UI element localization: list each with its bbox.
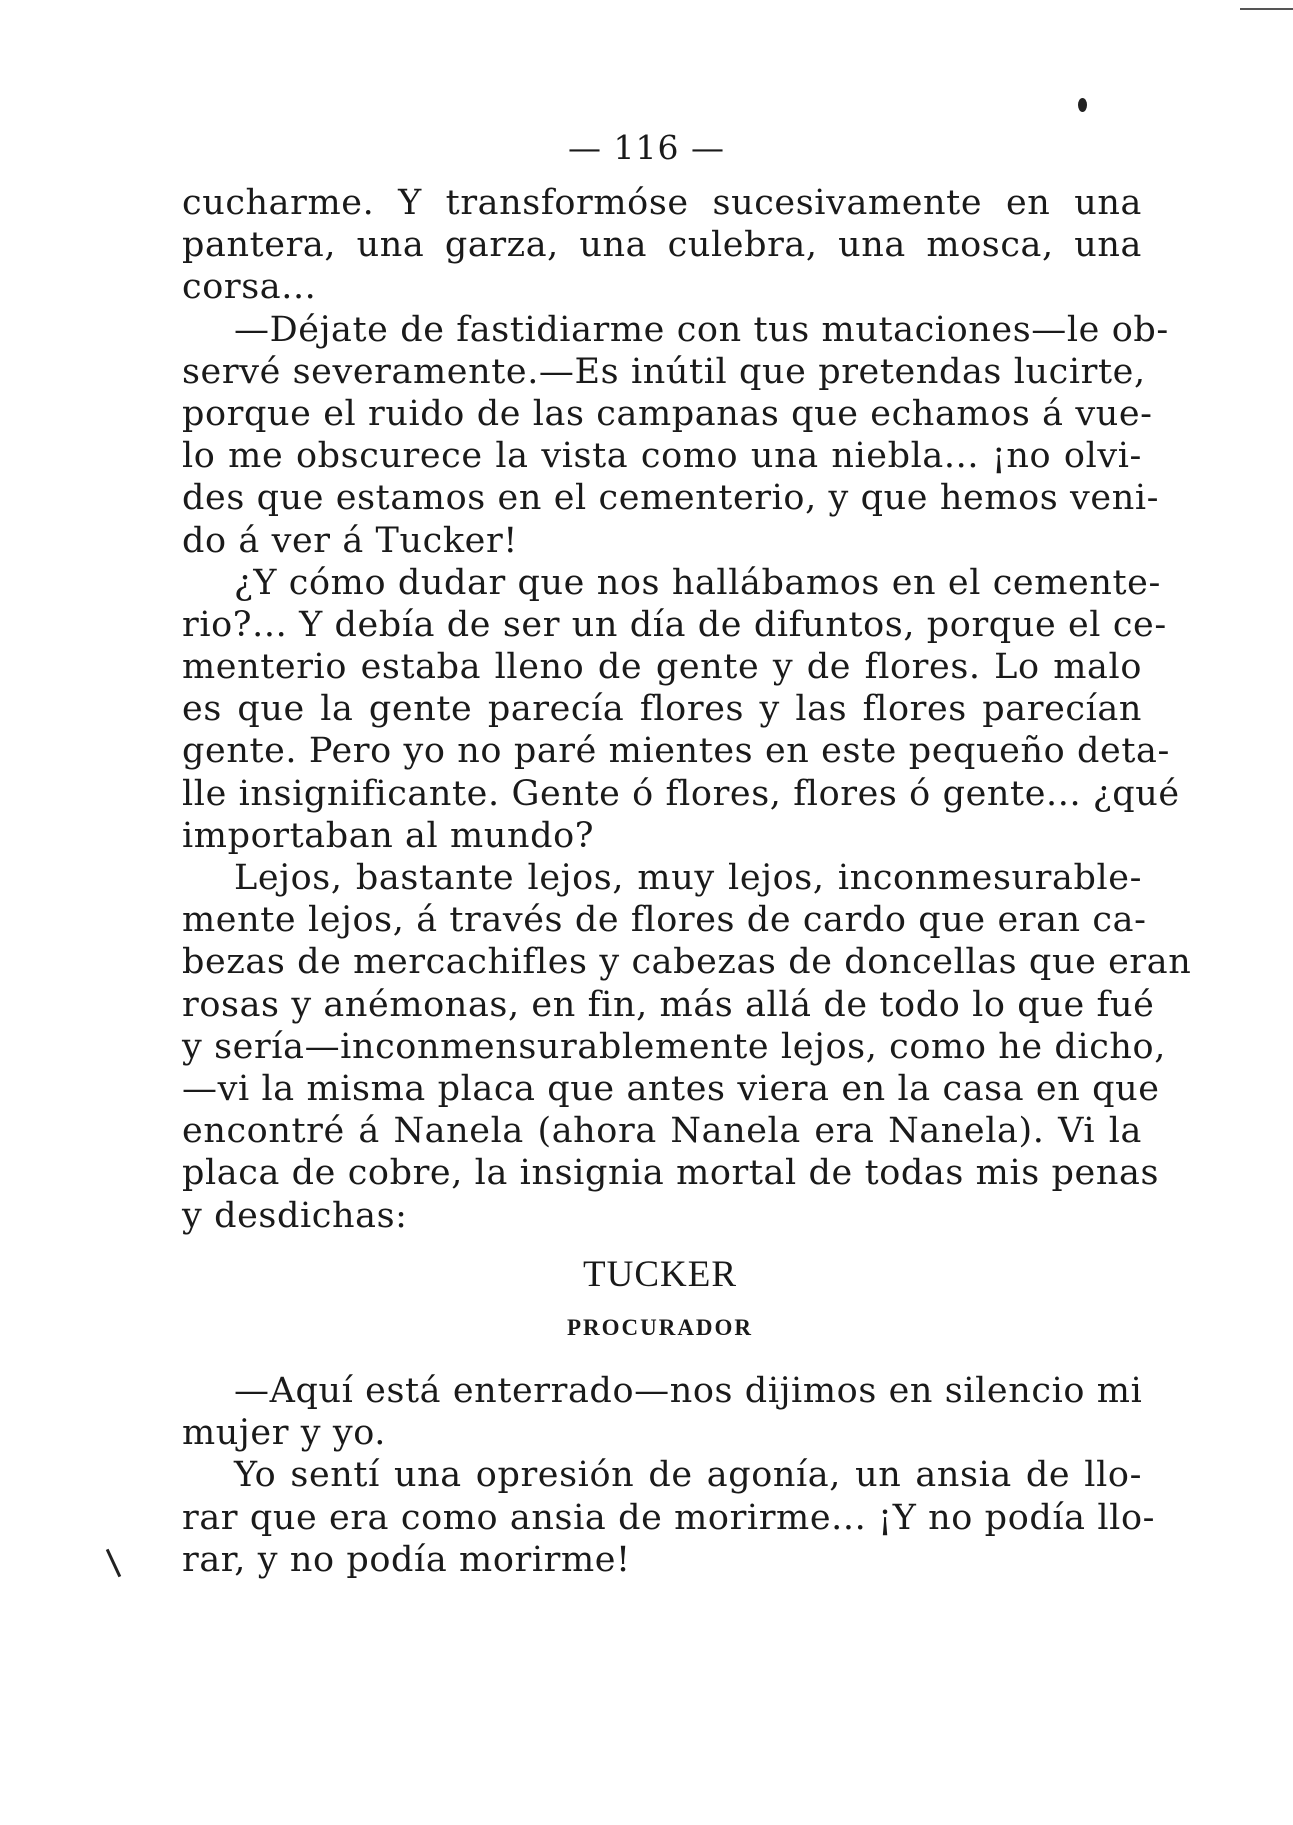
text-line: —vi la misma placa que antes viera en la casa en que bbox=[182, 1068, 1160, 1109]
text-line: rio?... Y debía de ser un día de difuntos, porque el ce- bbox=[182, 604, 1167, 645]
text-line: y desdichas: bbox=[182, 1195, 408, 1236]
paragraph bbox=[182, 1370, 1142, 1454]
text-line: des que estamos en el cementerio, y que hemos veni- bbox=[182, 478, 1160, 519]
scan-edge-mark bbox=[1240, 8, 1293, 10]
text-line: lo me obscurece la vista como una niebla... ¡no olvi- bbox=[182, 436, 1142, 477]
body-text-upper bbox=[182, 182, 1192, 1237]
text-line: —Aquí está enterrado—nos dijimos en silencio mi bbox=[234, 1371, 1143, 1411]
text-line: rar que era como ansia de morirme... ¡Y no podía llo- bbox=[182, 1497, 1156, 1538]
sign-title: TUCKER bbox=[583, 1254, 737, 1295]
text-line: bezas de mercachifles y cabezas de doncellas que eran bbox=[182, 942, 1192, 983]
sign-subtitle: PROCURADOR bbox=[566, 1315, 754, 1340]
text-line: y sería—inconmensurablemente lejos, como he dicho, bbox=[182, 1026, 1166, 1067]
text-line: ¿Y cómo dudar que nos hallábamos en el cemente- bbox=[234, 562, 1161, 603]
text-line: gente. Pero yo no paré mientes en este pequeño deta- bbox=[182, 731, 1170, 772]
text-line: mujer y yo. bbox=[182, 1413, 387, 1454]
paragraph bbox=[182, 182, 1142, 309]
text-line: porque el ruido de las campanas que echamos á vue- bbox=[182, 393, 1153, 434]
body-text-lower bbox=[182, 1370, 1156, 1581]
ink-speck bbox=[106, 1549, 121, 1577]
text-line: Lejos, bastante lejos, muy lejos, inconmesurable- bbox=[234, 858, 1142, 898]
text-line: do á ver á Tucker! bbox=[182, 520, 518, 561]
page-number: — 116 — bbox=[568, 128, 725, 167]
paragraph bbox=[182, 562, 1180, 857]
text-line: —Déjate de fastidiarme con tus mutaciones—le ob- bbox=[234, 309, 1169, 350]
paragraph bbox=[182, 1454, 1156, 1581]
text-line: rar, y no podía morirme! bbox=[182, 1539, 631, 1580]
text-line: rosas y anémonas, en fin, más allá de todo lo que fué bbox=[182, 984, 1155, 1025]
ink-speck bbox=[1078, 98, 1087, 112]
paragraph bbox=[182, 857, 1192, 1237]
paragraph bbox=[182, 309, 1169, 562]
text-line: importaban al mundo? bbox=[182, 815, 595, 856]
text-line: mente lejos, á través de flores de cardo que eran ca- bbox=[182, 900, 1147, 941]
text-line: es que la gente parecía flores y las flores parecían bbox=[182, 689, 1142, 730]
text-line: encontré á Nanela (ahora Nanela era Nanela). Vi la bbox=[182, 1111, 1142, 1152]
text-line: pantera, una garza, una culebra, una mosca, una bbox=[182, 225, 1142, 266]
text-line: cucharme. Y transformóse sucesivamente en una bbox=[182, 183, 1142, 223]
text-line: menterio estaba lleno de gente y de flores. Lo malo bbox=[182, 647, 1142, 688]
text-line: Yo sentí una opresión de agonía, un ansia de llo- bbox=[234, 1455, 1142, 1496]
text-line: lle insignificante. Gente ó flores, flores ó gente... ¿qué bbox=[182, 773, 1180, 814]
text-line: placa de cobre, la insignia mortal de todas mis penas bbox=[182, 1153, 1160, 1194]
text-line: servé severamente.—Es inútil que pretendas lucirte, bbox=[182, 351, 1146, 392]
text-line: corsa... bbox=[182, 267, 317, 308]
